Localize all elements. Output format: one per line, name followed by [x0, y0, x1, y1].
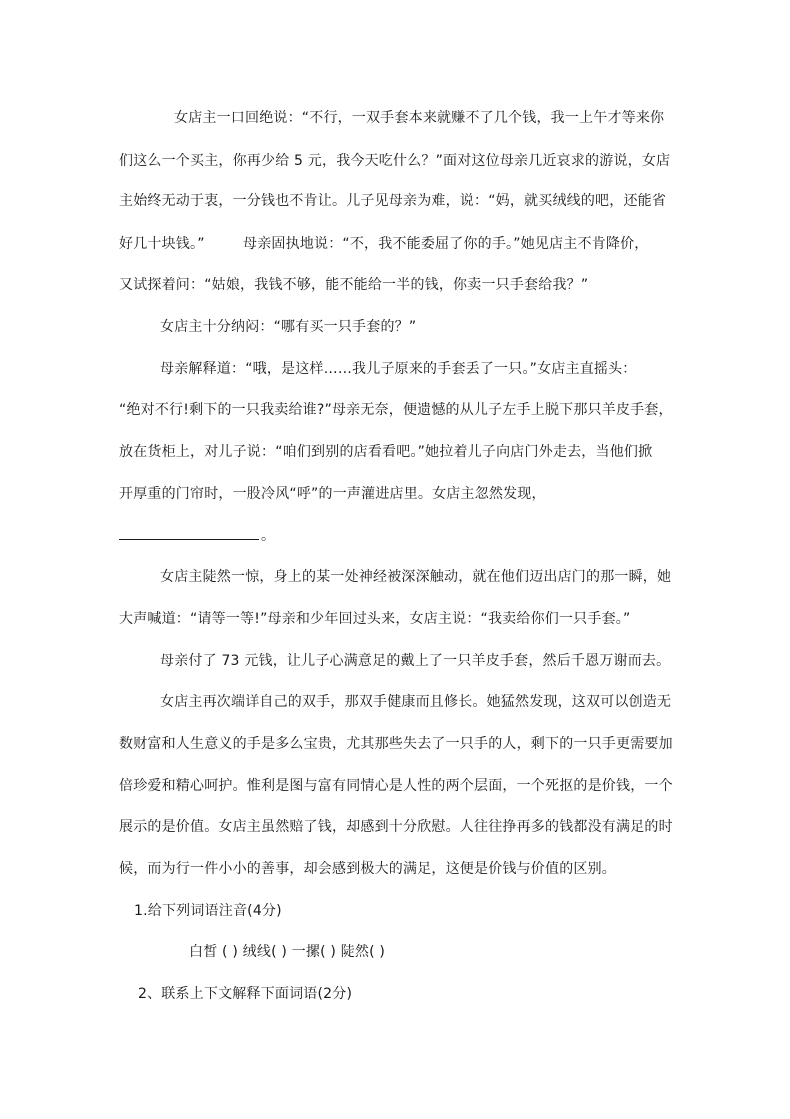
paragraph-line: 倍珍爱和精心呵护。惟利是图与富有同情心是人性的两个层面，一个死抠的是价钱，一个: [119, 778, 673, 794]
paragraph-line: 展示的是价值。女店主虽然赔了钱，却感到十分欣慰。人往往挣再多的钱都没有满足的时: [119, 819, 673, 835]
paragraph-line: 女店主一口回绝说：“不行，一双手套本来就赚不了几个钱，我一上午才等来你: [174, 110, 665, 126]
question-2-title: 2、联系上下文解释下面词语(2分): [138, 986, 353, 1002]
paragraph-line: 母亲付了 73 元钱，让儿子心满意足的戴上了一只羊皮手套，然后千恩万谢而去。: [160, 653, 671, 669]
paragraph-line: 女店主再次端详自己的双手，那双手健康而且修长。她猛然发现，这双可以创造无: [160, 694, 672, 710]
paragraph-line: “绝对不行!剩下的一只我卖给谁?”母亲无奈，便遗憾的从儿子左手上脱下那只羊皮手套，: [119, 402, 673, 418]
question-1-title: 1.给下列词语注音(4分): [134, 903, 282, 919]
paragraph-line: 母亲固执地说：“不，我不能委屈了你的手。”她见店主不肯降价，: [243, 236, 649, 252]
paragraph-line: 放在货柜上，对儿子说：“咱们到别的店看看吧。”她拉着儿子向店门外走去，当他们掀: [119, 444, 653, 460]
answer-blank: [119, 527, 259, 540]
paragraph-line: 候，而为行一件小小的善事，却会感到极大的满足，这便是价钱与价值的区别。: [119, 861, 616, 877]
paragraph-line: 女店主十分纳闷：“哪有买一只手套的？”: [160, 319, 417, 335]
paragraph-line: 又试探着问：“姑娘，我钱不够，能不能给一半的钱，你卖一只手套给我？”: [119, 277, 589, 293]
paragraph-line: 们这么一个买主，你再少给 5 元，我今天吃什么？”面对这位母亲几近哀求的游说，女店: [119, 153, 671, 169]
paragraph-line: 主始终无动于衷，一分钱也不肯让。儿子见母亲为难，说：“妈，就买绒线的吧，还能省: [119, 193, 667, 209]
blank-end-punctuation: 。: [261, 528, 276, 544]
paragraph-line: 大声喊道：“请等一等!”母亲和少年回过头来，女店主说：“我卖给你们一只手套。”: [119, 611, 631, 627]
paragraph-line: 开厚重的门帘时，一股冷风“呼”的一声灌进店里。女店主忽然发现，: [119, 486, 546, 502]
question-1-items: 白皙 ( ) 绒线( ) 一摞( ) 陡然( ): [189, 944, 386, 960]
paragraph-line: 好几十块钱。”: [119, 236, 205, 252]
paragraph-line: 数财富和人生意义的手是多么宝贵，尤其那些失去了一只手的人，剩下的一只手更需要加: [119, 736, 673, 752]
paragraph-line: 女店主陡然一惊，身上的某一处神经被深深触动，就在他们迈出店门的那一瞬，她: [160, 569, 672, 585]
fill-in-blank-line: [119, 527, 275, 545]
paragraph-line: 母亲解释道：“哦，是这样……我儿子原来的手套丢了一只。”女店主直摇头：: [160, 361, 637, 377]
